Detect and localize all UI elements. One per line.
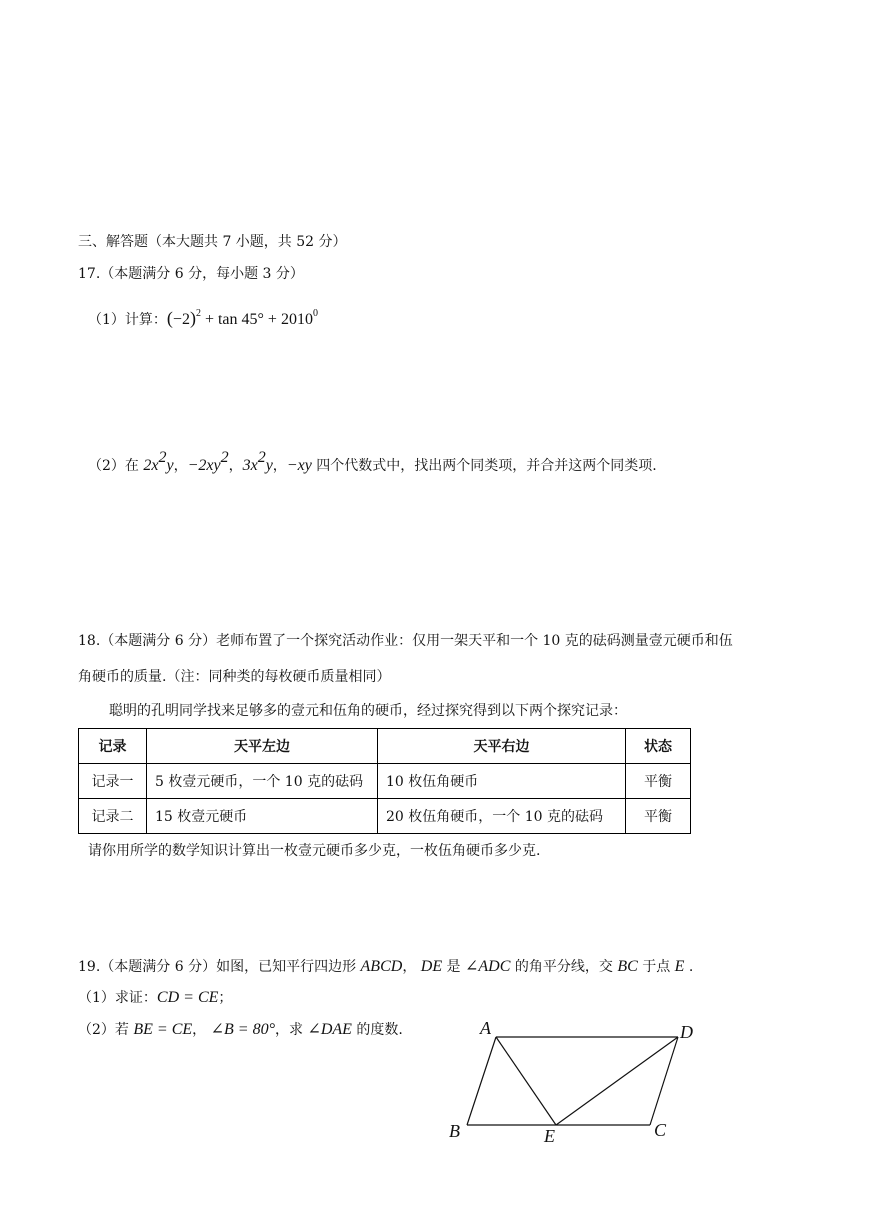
term-1: $2x^2y$	[143, 449, 174, 474]
segment-de	[556, 1037, 678, 1125]
section-heading: 三、解答题（本大题共 7 小题，共 52 分）	[78, 234, 347, 250]
q17-part1	[88, 308, 318, 330]
record-table	[78, 728, 691, 834]
q19-line1: 19.（本题满分 6 分）如图，已知平行四边形 ABCD， DE 是 ∠ADC 的角平分线，交 BC 于点 E .	[78, 958, 694, 975]
q18-line2: 角硬币的质量.（注：同种类的每枚硬币质量相同）	[78, 669, 391, 685]
label-d: D	[680, 1022, 693, 1042]
q17-part1-expression: $(-2)^2 + \tan 45^\circ + 2010^0$	[166, 308, 318, 328]
parallelogram-figure	[440, 1010, 710, 1150]
label-b: B	[449, 1121, 460, 1141]
q19-part1: （1）求证：CD = CE；	[78, 989, 233, 1006]
term-2: $-2xy^2$	[187, 449, 229, 474]
q19-part2: （2）若 BE = CE， ∠B = 80°，求 ∠DAE 的度数.	[78, 1021, 403, 1038]
table-row	[79, 799, 691, 834]
side-ab	[467, 1037, 496, 1125]
q18-line3: 聪明的孔明同学找来足够多的壹元和伍角的硬币，经过探究得到以下两个探究记录：	[109, 703, 627, 719]
label-c: C	[654, 1120, 667, 1140]
q18-line1: 18.（本题满分 6 分）老师布置了一个探究活动作业：仅用一架天平和一个 10 克的砝码测量壹元硬币和伍	[78, 633, 733, 649]
term-4: −xy	[286, 457, 312, 474]
table-cell: 20 枚伍角硬币，一个 10 克的砝码	[378, 799, 626, 834]
table-cell: 平衡	[626, 764, 691, 799]
label-e: E	[544, 1126, 555, 1146]
q17-part2-label: （2）在	[88, 458, 144, 474]
q17-part2-tail: 四个代数式中，找出两个同类项，并合并这两个同类项.	[311, 458, 657, 474]
label-a: A	[480, 1018, 491, 1038]
table-header-row	[79, 729, 691, 764]
table-row	[79, 764, 691, 799]
q17-header: 17.（本题满分 6 分，每小题 3 分）	[78, 266, 304, 282]
table-cell: 15 枚壹元硬币	[147, 799, 378, 834]
table-header-cell: 天平右边	[378, 729, 626, 764]
table-cell: 5 枚壹元硬币，一个 10 克的砝码	[147, 764, 378, 799]
table-cell: 记录一	[79, 764, 147, 799]
term-3: $3x^2y$	[242, 449, 273, 474]
q17-part2: （2）在 $2x^2y$，$-2xy^2$，$3x^2y$，−xy 四个代数式中，找出两个同类项，并合并这两个同类项.	[88, 449, 657, 474]
table-header-cell: 天平左边	[147, 729, 378, 764]
table-header-cell: 记录	[79, 729, 147, 764]
table-cell: 10 枚伍角硬币	[378, 764, 626, 799]
segment-ae	[496, 1037, 556, 1125]
table-cell: 记录二	[79, 799, 147, 834]
side-dc	[650, 1037, 678, 1125]
q18-question: 请你用所学的数学知识计算出一枚壹元硬币多少克，一枚伍角硬币多少克.	[88, 843, 541, 859]
table-cell: 平衡	[626, 799, 691, 834]
q17-part1-label: （1）计算：	[88, 312, 167, 328]
table-header-cell: 状态	[626, 729, 691, 764]
